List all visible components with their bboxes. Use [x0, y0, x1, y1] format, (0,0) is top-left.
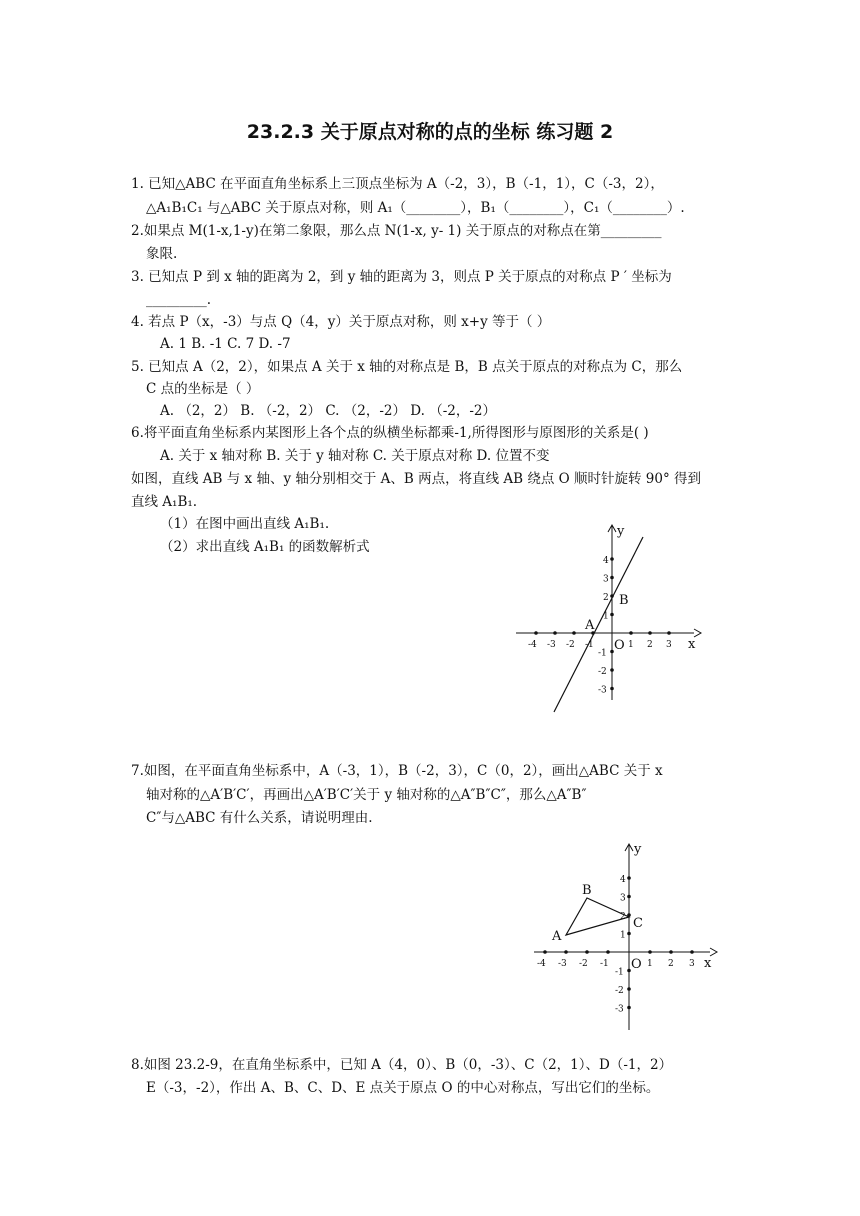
- fig2-ytick-dot: [627, 913, 631, 917]
- fig2-y-label: y: [634, 842, 642, 857]
- q6-options: A. 关于 x 轴对称 B. 关于 y 轴对称 C. 关于原点对称 D. 位置不变: [160, 448, 550, 464]
- fig2-xtick-dot: [690, 950, 694, 954]
- fig1-ytick-label: -3: [598, 685, 607, 696]
- q3-line1: 3. 已知点 P 到 x 轴的距离为 2，到 y 轴的距离为 3，则点 P 关于原点的对称点 P ′ 坐标为: [131, 269, 672, 285]
- q6b-part2: （2）求出直线 A₁B₁ 的函数解析式: [160, 539, 370, 555]
- fig1-xtick-label: -2: [566, 640, 575, 650]
- fig2-ytick-dot: [627, 895, 631, 899]
- fig2-ytick-label: -3: [615, 1004, 624, 1015]
- q4-line1: 4. 若点 P（x，-3）与点 Q（4，y）关于原点对称，则 x+y 等于（ ）: [131, 314, 551, 330]
- fig2-ytick-label: -2: [615, 986, 624, 996]
- q5-line1: 5. 已知点 A（2，2），如果点 A 关于 x 轴的对称点是 B，B 点关于原点的对称点为 C，那么: [131, 359, 683, 375]
- fig1-xtick-label: 2: [647, 640, 653, 650]
- fig2-xtick-dot: [543, 950, 547, 954]
- q7-line3: C″与△ABC 有什么关系，请说明理由.: [146, 810, 373, 826]
- q3-line2: _________.: [146, 292, 212, 308]
- q8-line2: E（-3，-2），作出 A、B、C、D、E 点关于原点 O 的中心对称点，写出它们的坐标。: [146, 1080, 660, 1096]
- fig1-ytick-label: -2: [598, 667, 607, 677]
- fig1-x-label: x: [688, 637, 696, 652]
- fig2-x-label: x: [704, 956, 712, 971]
- fig2-ytick-dot: [627, 932, 631, 936]
- fig2-ytick-dot: [627, 987, 631, 991]
- fig1-xtick-label: -4: [528, 640, 537, 650]
- q2-line2: 象限.: [146, 246, 178, 262]
- fig2-ytick-label: 3: [620, 893, 626, 904]
- fig2-xtick-dot: [606, 950, 610, 954]
- q5-line2: C 点的坐标是（ ）: [146, 381, 260, 397]
- fig2-point-c: C: [633, 916, 643, 931]
- q6b-line2: 直线 A₁B₁.: [131, 494, 198, 510]
- fig2-ytick-label: 4: [620, 875, 626, 885]
- fig2-xtick-label: 2: [668, 959, 674, 969]
- fig1-ytick-label: 4: [603, 556, 609, 566]
- fig2-xtick-label: -2: [579, 959, 588, 969]
- q4-options: A. 1 B. -1 C. 7 D. -7: [160, 336, 291, 352]
- q7-line1: 7.如图，在平面直角坐标系中，A（-3，1），B（-2，3），C（0，2），画出△ABC 关于 x: [131, 763, 663, 779]
- fig1-origin: O: [614, 638, 625, 653]
- fig2-xtick-label: -1: [600, 959, 609, 969]
- fig1-y-label: y: [617, 524, 625, 539]
- q1-line2: △A₁B₁C₁ 与△ABC 关于原点对称，则 A₁（________），B₁（________），C₁（________）.: [146, 200, 685, 216]
- q6b-line1: 如图，直线 AB 与 x 轴、y 轴分别相交于 A、B 两点，将直线 AB 绕点 O 顺时针旋转 90° 得到: [131, 471, 702, 487]
- fig1-ytick-label: 2: [603, 593, 609, 603]
- fig2-xtick-label: -3: [558, 959, 567, 969]
- fig2-origin: O: [631, 957, 642, 972]
- q5-options: A. （2，2） B. （-2，2） C. （2，-2） D. （-2，-2）: [160, 403, 497, 419]
- fig2-ytick-dot: [627, 876, 631, 880]
- fig2-xtick-dot: [648, 950, 652, 954]
- fig2-ytick-label: 1: [620, 930, 626, 941]
- fig2-point-b: B: [582, 883, 592, 898]
- fig1-ytick-label: -1: [598, 648, 607, 659]
- fig2-point-a: A: [552, 929, 562, 944]
- fig1-xtick-label: -1: [585, 640, 594, 650]
- fig1-point-a: A: [585, 618, 595, 633]
- page-title: 23.2.3 关于原点对称的点的坐标 练习题 2: [246, 121, 614, 143]
- fig2-ytick-dot: [627, 1006, 631, 1010]
- fig2-ytick-label: -1: [615, 967, 624, 978]
- fig1-ytick-label: 3: [603, 574, 609, 585]
- fig2-xtick-label: -4: [537, 959, 546, 969]
- q7-line2: 轴对称的△A′B′C′，再画出△A′B′C′关于 y 轴对称的△A″B″C″，那么△A″B″: [146, 787, 587, 803]
- fig1-xtick-label: 3: [666, 640, 672, 650]
- fig1-xtick-label: -3: [547, 640, 556, 650]
- fig2-xtick-dot: [585, 950, 589, 954]
- fig2-ytick-label: 2: [620, 912, 626, 922]
- q6-line1: 6.将平面直角坐标系内某图形上各个点的纵横坐标都乘-1,所得图形与原图形的关系是( ): [131, 425, 649, 441]
- fig2-xtick-label: 3: [689, 959, 695, 969]
- fig1-point-b: B: [619, 593, 629, 608]
- q2-line1: 2.如果点 M(1-x,1-y)在第二象限，那么点 N(1-x, y- 1) 关于原点的对称点在第_________: [131, 223, 662, 239]
- fig1-xtick-label: 1: [628, 640, 634, 650]
- q1-line1: 1. 已知△ABC 在平面直角坐标系上三顶点坐标为 A（-2，3），B（-1，1），C（-3，2），: [131, 176, 664, 192]
- fig1-ytick-label: 1: [603, 611, 609, 622]
- q6b-part1: （1）在图中画出直线 A₁B₁.: [160, 516, 330, 532]
- fig2-xtick-dot: [564, 950, 568, 954]
- fig2-xtick-dot: [669, 950, 673, 954]
- fig2-xtick-label: 1: [647, 959, 653, 969]
- q8-line1: 8.如图 23.2-9，在直角坐标系中，已知 A（4，0）、B（0，-3）、C（2，1）、D（-1，2）: [131, 1057, 673, 1073]
